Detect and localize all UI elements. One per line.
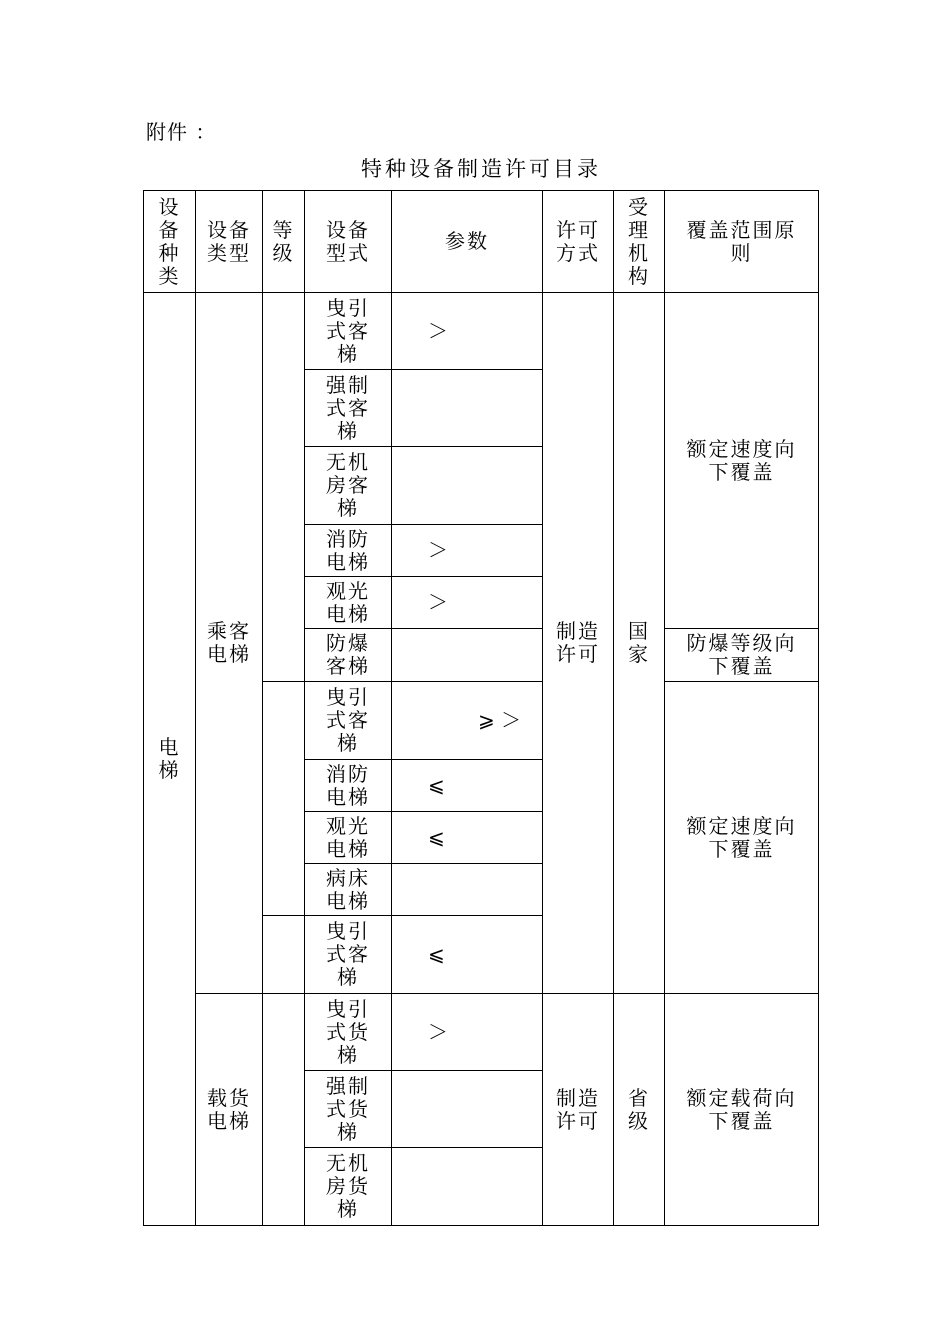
cover-speed-2: 额定速度向下覆盖	[665, 682, 819, 994]
header-model: 设备型式	[305, 191, 392, 293]
document-title: 特种设备制造许可目录	[361, 157, 601, 181]
param-cell: ＞	[392, 293, 543, 370]
header-type: 设备类型	[196, 191, 263, 293]
model-cell: 曳引式客梯	[305, 293, 392, 370]
model-cell: 观光电梯	[305, 812, 392, 864]
header-row	[144, 191, 819, 293]
model-cell: 防爆客梯	[305, 629, 392, 682]
model-cell: 曳引式货梯	[305, 994, 392, 1071]
param-cell	[392, 370, 543, 447]
grade-cell	[263, 682, 305, 916]
attachment-label: 附件 ：	[146, 120, 217, 144]
type-passenger-elevator: 乘客电梯	[196, 293, 263, 994]
method-freight: 制造许可	[543, 994, 614, 1226]
table-row	[144, 293, 819, 370]
header-param: 参数	[392, 191, 543, 293]
cover-speed-1: 额定速度向下覆盖	[665, 293, 819, 629]
model-cell: 消防电梯	[305, 525, 392, 577]
model-cell: 消防电梯	[305, 760, 392, 812]
permit-catalog-table	[143, 190, 819, 1226]
grade-cell	[263, 994, 305, 1226]
param-cell	[392, 447, 543, 525]
param-cell: ⩾ ＞	[392, 682, 543, 760]
header-method: 许可方式	[543, 191, 614, 293]
header-org: 受理机构	[614, 191, 665, 293]
model-cell: 曳引式客梯	[305, 916, 392, 994]
param-cell: ＞	[392, 577, 543, 629]
model-cell: 病床电梯	[305, 864, 392, 916]
type-freight-elevator: 载货电梯	[196, 994, 263, 1226]
param-cell: ⩽	[392, 916, 543, 994]
model-cell: 观光电梯	[305, 577, 392, 629]
org-freight: 省级	[614, 994, 665, 1226]
cover-explosion: 防爆等级向下覆盖	[665, 629, 819, 682]
param-cell: ⩽	[392, 760, 543, 812]
param-cell	[392, 1148, 543, 1226]
param-cell: ＞	[392, 525, 543, 577]
param-cell	[392, 629, 543, 682]
param-cell: ＞	[392, 994, 543, 1071]
header-grade: 等级	[263, 191, 305, 293]
grade-cell	[263, 293, 305, 682]
cover-load: 额定载荷向下覆盖	[665, 994, 819, 1226]
grade-cell	[263, 916, 305, 994]
param-cell: ⩽	[392, 812, 543, 864]
model-cell: 曳引式客梯	[305, 682, 392, 760]
table-row	[144, 994, 819, 1071]
model-cell: 强制式货梯	[305, 1071, 392, 1148]
param-cell	[392, 1071, 543, 1148]
header-kind: 设备种类	[144, 191, 196, 293]
header-cover: 覆盖范围原则	[665, 191, 819, 293]
org-passenger: 国家	[614, 293, 665, 994]
model-cell: 无机房客梯	[305, 447, 392, 525]
param-cell	[392, 864, 543, 916]
method-passenger: 制造许可	[543, 293, 614, 994]
model-cell: 无机房货梯	[305, 1148, 392, 1226]
kind-elevator: 电梯	[144, 293, 196, 1226]
model-cell: 强制式客梯	[305, 370, 392, 447]
